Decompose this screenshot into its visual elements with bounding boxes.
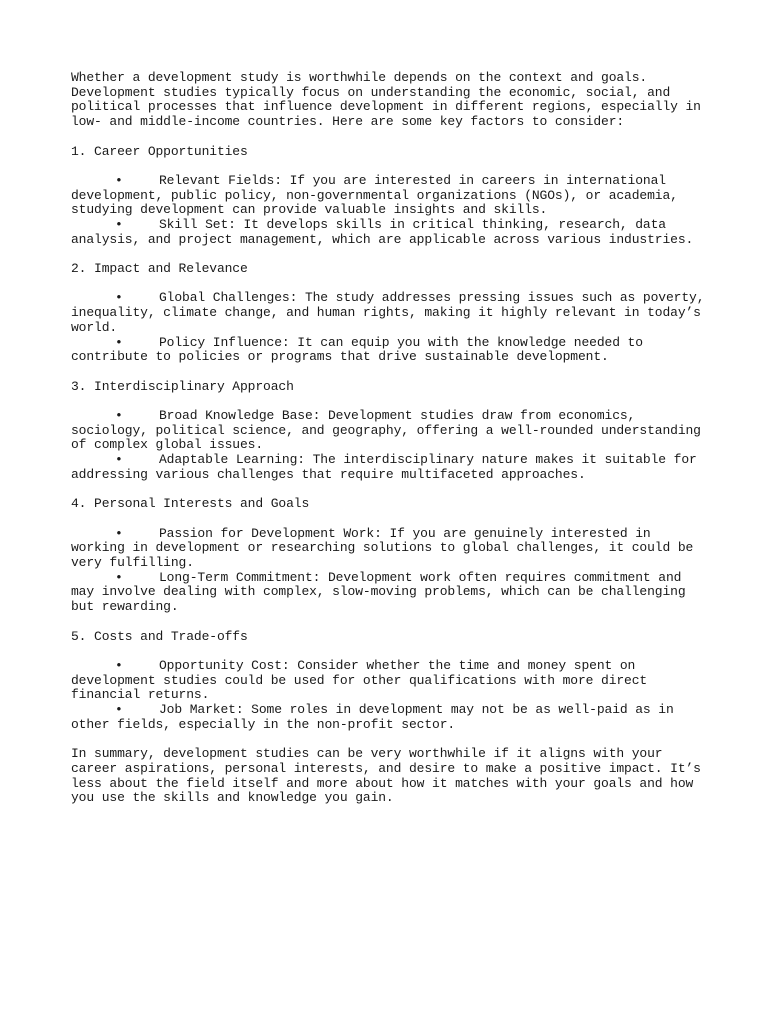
bullet-item <box>71 571 711 615</box>
bullet-continuation: contribute to policies or programs that drive sustainable development. <box>71 349 609 365</box>
bullet-icon: • <box>115 334 123 350</box>
section-heading: 4. Personal Interests and Goals <box>71 496 310 512</box>
bullet-continuation: inequality, climate change, and human rights, making it highly relevant in today’s world. <box>71 305 701 335</box>
bullet-item <box>71 659 711 703</box>
bullet-text: Broad Knowledge Base: Development studies draw from economics, <box>159 408 636 424</box>
spacer <box>71 247 711 262</box>
spacer <box>71 394 711 409</box>
spacer <box>71 512 711 527</box>
bullet-text: Adaptable Learning: The interdisciplinary nature makes it suitable for <box>159 452 697 468</box>
bullet-text: Opportunity Cost: Consider whether the time and money spent on <box>159 657 636 673</box>
bullet-continuation: working in development or researching solutions to global challenges, it could be very fulfilling. <box>71 540 694 571</box>
spacer <box>71 130 711 145</box>
bullet-item <box>71 409 711 453</box>
bullet-text: Skill Set: It develops skills in critical thinking, research, data <box>159 217 666 232</box>
bullet-text: Job Market: Some roles in development may not be as well-paid as in <box>159 702 674 718</box>
bullet-item <box>71 174 711 218</box>
bullet-continuation: other fields, especially in the non-profit sector. <box>71 716 456 732</box>
bullet-item <box>71 336 711 365</box>
bullet-icon: • <box>115 657 123 673</box>
intro-paragraph: Whether a development study is worthwhile depends on the context and goals. Development studies typically focus on understanding the economic, social, and political processes that influence development in different regions, especially in low- and middle-income countries. Here are some key factors to consider: <box>71 70 701 130</box>
spacer <box>71 615 711 630</box>
section-heading: 2. Impact and Relevance <box>71 261 248 277</box>
bullet-continuation: development, public policy, non-governmental organizations (NGOs), or academia, studying development can provide valuable insights and skills. <box>71 187 678 218</box>
bullet-continuation: sociology, political science, and geography, offering a well-rounded understanding of complex global issues. <box>71 422 701 453</box>
bullet-icon: • <box>115 702 123 718</box>
bullet-icon: • <box>115 452 123 468</box>
bullet-continuation: analysis, and project management, which are applicable across various industries. <box>71 231 694 247</box>
summary-paragraph: In summary, development studies can be very worthwhile if it aligns with your career aspirations, personal interests, and desire to make a positive impact. It’s less about the field itself and more about how it matches with your goals and how you use the skills and knowledge you gain. <box>71 746 701 806</box>
spacer <box>71 159 711 174</box>
section-heading: 3. Interdisciplinary Approach <box>71 378 294 394</box>
spacer <box>71 644 711 659</box>
bullet-item <box>71 218 711 247</box>
bullet-text: Global Challenges: The study addresses pressing issues such as poverty, <box>159 290 705 306</box>
bullet-item <box>71 291 711 335</box>
bullet-icon: • <box>115 569 123 585</box>
bullet-item <box>71 453 711 482</box>
spacer <box>71 732 711 747</box>
bullet-text: Passion for Development Work: If you are genuinely interested in <box>159 525 651 541</box>
bullet-continuation: addressing various challenges that require multifaceted approaches. <box>71 466 586 482</box>
bullet-text: Relevant Fields: If you are interested in careers in international <box>159 172 666 188</box>
spacer <box>71 277 711 292</box>
bullet-icon: • <box>115 172 123 188</box>
bullet-icon: • <box>115 525 123 541</box>
bullet-item <box>71 527 711 571</box>
bullet-item <box>71 703 711 732</box>
section-heading: 5. Costs and Trade-offs <box>71 628 248 644</box>
bullet-text: Long-Term Commitment: Development work often requires commitment and <box>159 569 682 585</box>
spacer <box>71 483 711 498</box>
bullet-icon: • <box>115 217 123 232</box>
bullet-icon: • <box>115 290 123 306</box>
spacer <box>71 365 711 380</box>
bullet-continuation: development studies could be used for other qualifications with more direct financial returns. <box>71 672 648 703</box>
bullet-continuation: may involve dealing with complex, slow-moving problems, which can be challenging but rewarding. <box>71 584 686 615</box>
bullet-icon: • <box>115 408 123 424</box>
section-heading: 1. Career Opportunities <box>71 143 248 159</box>
bullet-text: Policy Influence: It can equip you with the knowledge needed to <box>159 334 643 350</box>
document-page <box>71 71 711 806</box>
